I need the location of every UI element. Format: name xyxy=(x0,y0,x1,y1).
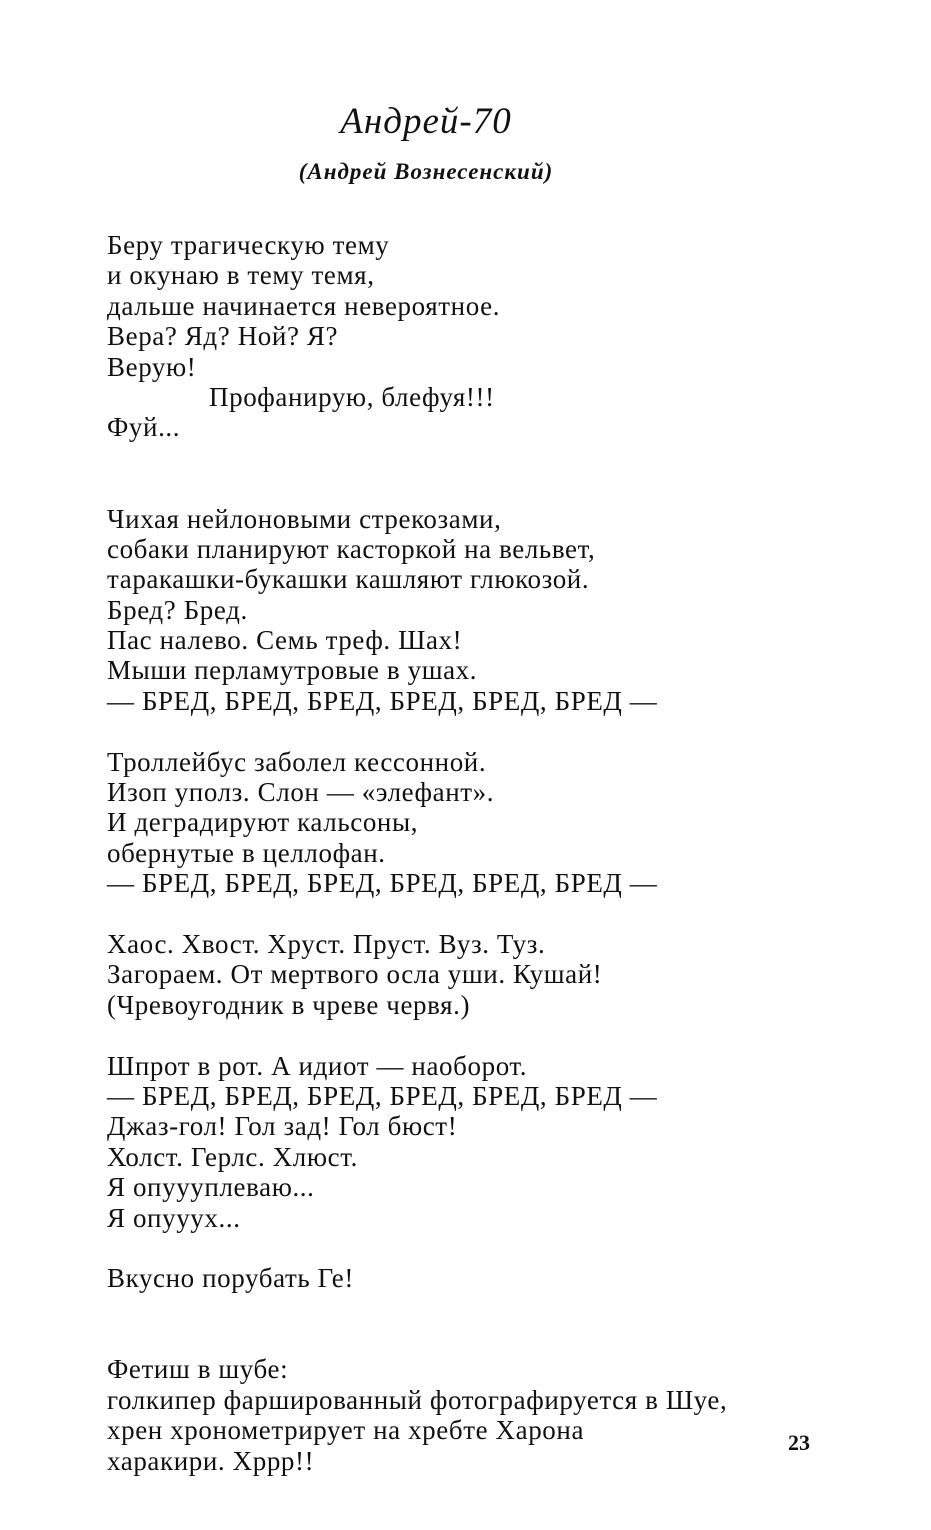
poem-title: Андрей-70 xyxy=(340,101,512,142)
poem-line: таракашки-букашки кашляют глюкозой. xyxy=(107,564,590,595)
poem-line: собаки планируют касторкой на вельвет, xyxy=(107,533,596,564)
poem-line: Изоп уполз. Слон — «элефант». xyxy=(107,777,495,808)
poem-line: — БРЕД, БРЕД, БРЕД, БРЕД, БРЕД, БРЕД — xyxy=(107,1080,658,1111)
poem-line: Холст. Герлс. Хлюст. xyxy=(107,1141,358,1172)
stanza-gap xyxy=(107,443,867,473)
poem-line: Вера? Яд? Ной? Я? xyxy=(107,321,339,352)
poem-subtitle: (Андрей Вознесенский) xyxy=(298,159,554,184)
stanza-5 xyxy=(107,1051,867,1233)
poem-line: — БРЕД, БРЕД, БРЕД, БРЕД, БРЕД, БРЕД — xyxy=(107,868,658,899)
stanza-6 xyxy=(107,1263,867,1293)
stanza-1 xyxy=(107,230,867,443)
poem-line: Я опуууплеваю... xyxy=(107,1172,315,1203)
poem-line: Беру трагическую тему xyxy=(107,230,390,260)
page-number: 23 xyxy=(788,1430,810,1455)
poem-line: голкипер фаршированный фотографируется в Шуе, xyxy=(107,1384,728,1415)
stanza-7 xyxy=(107,1354,867,1476)
poem-line: Шпрот в рот. А идиот — наоборот. xyxy=(107,1050,528,1081)
poem-line: обернутые в целлофан. xyxy=(107,837,386,868)
stanza-gap xyxy=(107,1294,867,1324)
poem-line: дальше начинается невероятное. xyxy=(107,290,501,321)
poem-line: Загораем. От мертвого осла уши. Кушай! xyxy=(107,959,603,990)
poem-line: — БРЕД, БРЕД, БРЕД, БРЕД, БРЕД, БРЕД — xyxy=(107,685,658,716)
stanza-2 xyxy=(107,504,867,717)
poem-line: Фуй... xyxy=(107,412,181,443)
stanza-gap xyxy=(107,716,867,746)
stanza-gap xyxy=(107,1020,867,1050)
poem-line: хрен хронометрирует на хребте Харона xyxy=(107,1415,585,1446)
stanza-gap xyxy=(107,1233,867,1263)
poem-body xyxy=(107,230,867,1476)
stanza-3 xyxy=(107,747,867,899)
stanza-gap xyxy=(107,899,867,929)
stanza-4 xyxy=(107,929,867,1020)
poem-line: И деградируют кальсоны, xyxy=(107,807,419,838)
poem-line: Верую! xyxy=(107,351,197,382)
poem-line: Хаос. Хвост. Хруст. Пруст. Вуз. Туз. xyxy=(107,928,546,959)
stanza-gap xyxy=(107,473,867,503)
poem-line: харакири. Хррр!! xyxy=(107,1445,315,1476)
poem-line: Чихая нейлоновыми стрекозами, xyxy=(107,503,502,534)
stanza-gap xyxy=(107,1324,867,1354)
poem-line: Вкусно порубать Ге! xyxy=(107,1263,354,1294)
poem-line: Профанирую, блефуя!!! xyxy=(209,381,495,412)
poem-line: Троллейбус заболел кессонной. xyxy=(107,746,487,777)
poem-line: и окунаю в тему темя, xyxy=(107,260,375,291)
poem-line: Мыши перламутровые в ушах. xyxy=(107,655,478,686)
poem-line: (Чревоугодник в чреве червя.) xyxy=(107,989,471,1020)
poem-line: Я опууух... xyxy=(107,1202,241,1233)
poem-line: Бред? Бред. xyxy=(107,594,248,625)
poem-line: Фетиш в шубе: xyxy=(107,1354,289,1385)
poem-line: Джаз-гол! Гол зад! Гол бюст! xyxy=(107,1111,458,1142)
poem-line: Пас налево. Семь треф. Шах! xyxy=(107,625,463,656)
